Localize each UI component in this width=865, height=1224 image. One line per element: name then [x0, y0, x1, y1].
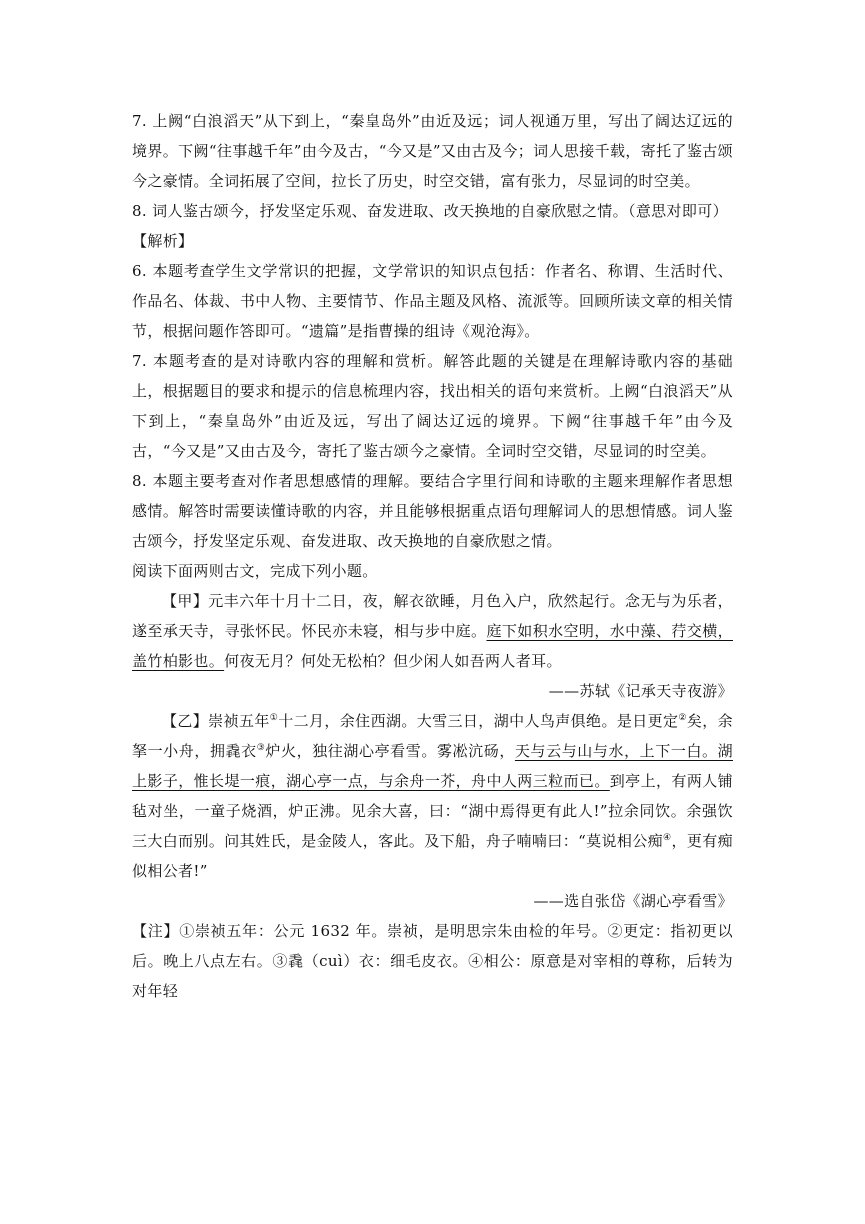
analysis-8: 8. 本题主要考查对作者思想感情的理解。要结合字里行间和诗歌的主题来理解作者思想感情。解答时需要读懂诗歌的内容，并且能够根据重点语句理解词人的思想情感。词人鉴古颂今，抒发坚定乐观、奋发进取、改天换地的自豪欣慰之情。 [132, 472, 733, 550]
answer-7: 7. 上阙“白浪滔天”从下到上，“秦皇岛外”由近及远；词人视通万里，写出了阔达辽远的境界。下阙“往事越千年”由今及古，“今又是”又由古及今；词人思接千载，寄托了鉴古颂今之豪情。全词拓展了空间，拉长了历史，时空交错，富有张力，尽显词的时空美。 [132, 112, 733, 190]
passage-b-text-6: ，更有痴似相公者!” [132, 832, 733, 880]
analysis-heading: 【解析】 [132, 232, 194, 250]
analysis-7: 7. 本题考查的是对诗歌内容的理解和赏析。解答此题的关键是在理解诗歌内容的基础上，根据题目的要求和提示的信息梳理内容，找出相关的语句来赏析。上阙“白浪滔天”从下到上，“秦皇岛外”由近及远，写出了阔达辽远的境界。下阙“往事越千年”由今及古，“今又是”又由古及今，寄托了鉴古颂今之豪情。全词时空交错，尽显词的时空美。 [132, 352, 733, 460]
passage-b-underlined: 天与云与山与水，上下一白。湖上影子，惟长堤一痕，湖心亭一点，与余舟一芥，舟中人两三粒而已。 [132, 742, 733, 790]
passage-b-text-4: 炉火，独往湖心亭看雪。雾凇沆砀， [265, 742, 515, 760]
passage-a [132, 586, 733, 676]
passage-a-source: ——苏轼《记承天寺夜游》 [548, 682, 733, 700]
passage-b-text-5: 到亭上，有两人铺毡对坐，一童子烧酒，炉正沸。见余大喜，曰：“湖中焉得更有此人!”拉余同饮。余强饮三大白而别。问其姓氏，是金陵人，客此。及下船，舟子喃喃曰：“莫说相公痴 [132, 772, 733, 850]
passage-b-text-2: 十二月，余住西湖。大雪三日，湖中人鸟声俱绝。是日更定 [278, 712, 679, 730]
footnote-marker-1: ① [269, 713, 279, 723]
document-body [132, 106, 733, 1006]
passage-b [132, 706, 733, 886]
passage-b-text-1: 【乙】崇祯五年 [162, 712, 270, 730]
analysis-6: 6. 本题考查学生文学常识的把握，文学常识的知识点包括：作者名、称谓、生活时代、作品名、体裁、书中人物、主要情节、作品主题及风格、流派等。回顾所读文章的相关情节，根据问题作答即可。“遗篇”是指曹操的组诗《观沧海》。 [132, 262, 733, 340]
reading-intro: 阅读下面两则古文，完成下列小题。 [132, 562, 378, 580]
passage-a-text-1: 【甲】元丰六年十月十二日，夜，解衣欲睡，月色入户，欣然起行。念无与为乐者，遂至承天寺，寻张怀民。怀民亦未寝，相与步中庭。 [132, 592, 733, 640]
notes: 【注】①崇祯五年：公元 1632 年。崇祯，是明思宗朱由检的年号。②更定：指初更以后。晚上八点左右。③毳（cuì）衣：细毛皮衣。④相公：原意是对宰相的尊称，后转为对年轻 [132, 922, 733, 1000]
answer-8: 8. 词人鉴古颂今，抒发坚定乐观、奋发进取、改天换地的自豪欣慰之情。（意思对即可） [132, 202, 728, 220]
footnote-marker-3: ③ [256, 743, 266, 753]
passage-b-source: ——选自张岱《湖心亭看雪》 [533, 892, 733, 910]
passage-b-text-3: 矣，余拏一小舟，拥毳衣 [132, 712, 734, 760]
passage-a-underlined: 庭下如积水空明，水中藻、荇交横，盖竹柏影也。 [132, 622, 733, 670]
footnote-marker-4: ④ [663, 833, 672, 843]
footnote-marker-2: ② [678, 713, 687, 723]
passage-a-text-2: 何夜无月？何处无松柏？但少闲人如吾两人者耳。 [224, 652, 562, 670]
